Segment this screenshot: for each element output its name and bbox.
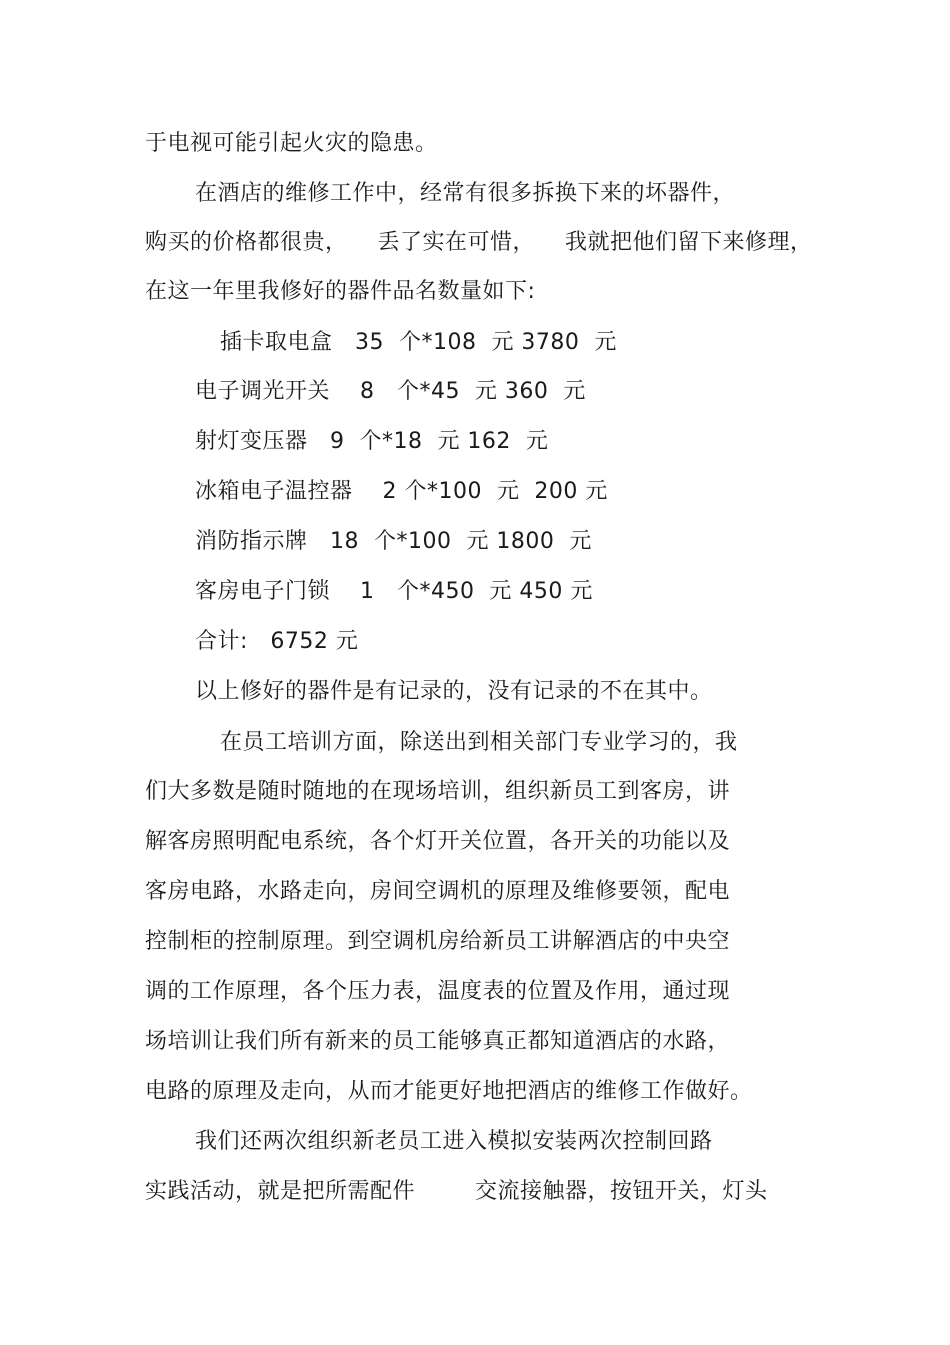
text-line: 在员工培训方面，除送出到相关部门专业学习的，我 [220, 730, 738, 755]
total-line: 合计: 6752 元 [195, 629, 359, 654]
text-line: 们大多数是随时随地的在现场培训，组织新员工到客房，讲 [145, 779, 731, 804]
text-line: 购买的价格都很贵， 丢了实在可惜， 我就把他们留下来修理， [145, 230, 813, 255]
text-line: 于电视可能引起火灾的隐患。 [145, 131, 438, 156]
item-line: 客房电子门锁 1 个*450 元 450 元 [195, 579, 593, 604]
item-line: 射灯变压器 9 个*18 元 162 元 [195, 429, 549, 454]
text-line: 以上修好的器件是有记录的，没有记录的不在其中。 [195, 679, 713, 704]
text-line: 解客房照明配电系统，各个灯开关位置，各开关的功能以及 [145, 829, 731, 854]
text-line: 场培训让我们所有新来的员工能够真正都知道酒店的水路， [145, 1029, 731, 1054]
text-line: 在酒店的维修工作中，经常有很多拆换下来的坏器件， [195, 181, 736, 206]
text-line: 电路的原理及走向，从而才能更好地把酒店的维修工作做好。 [145, 1079, 753, 1104]
item-line: 插卡取电盒 35 个*108 元 3780 元 [220, 330, 617, 355]
item-line: 电子调光开关 8 个*45 元 360 元 [195, 379, 586, 404]
text-line: 我们还两次组织新老员工进入模拟安装两次控制回路 [195, 1129, 713, 1154]
text-line: 在这一年里我修好的器件品名数量如下: [145, 279, 536, 304]
item-line: 消防指示牌 18 个*100 元 1800 元 [195, 529, 592, 554]
text-line: 调的工作原理，各个压力表，温度表的位置及作用，通过现 [145, 979, 731, 1004]
text-line: 客房电路，水路走向，房间空调机的原理及维修要领，配电 [145, 879, 731, 904]
text-line: 控制柜的控制原理。到空调机房给新员工讲解酒店的中央空 [145, 929, 731, 954]
text-line: 实践活动，就是把所需配件 交流接触器，按钮开关，灯头 [145, 1179, 768, 1204]
item-line: 冰箱电子温控器 2 个*100 元 200 元 [195, 479, 608, 504]
